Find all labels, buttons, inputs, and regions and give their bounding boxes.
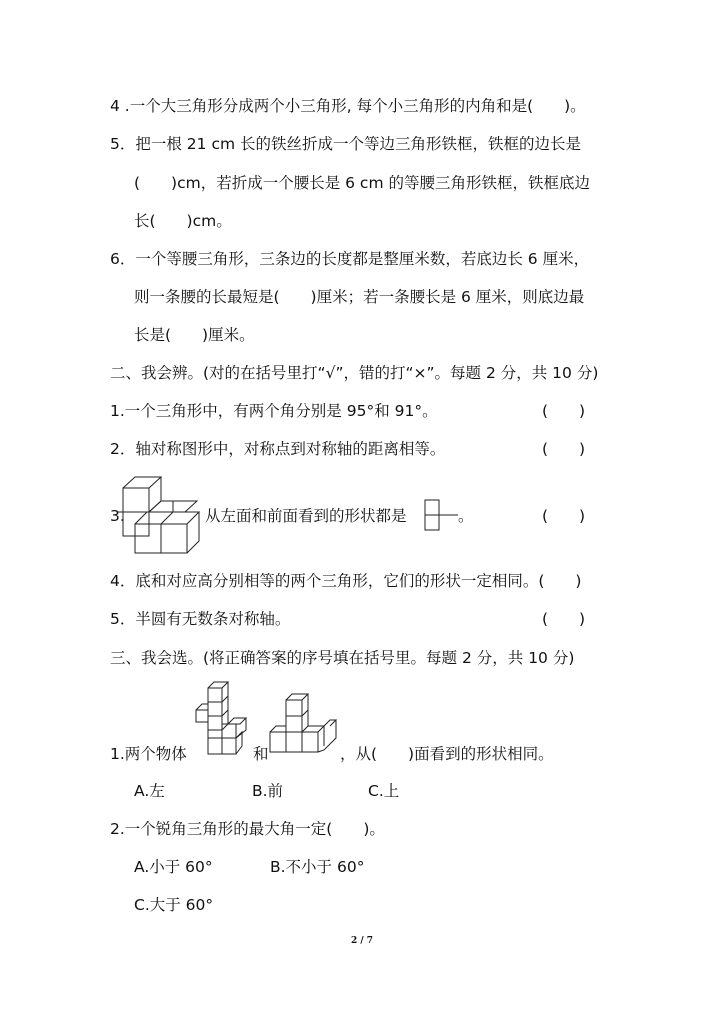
judge-5: 5．半圆有无数条对称轴。 (110, 610, 291, 628)
choice-1-option-b[interactable]: B.前 (252, 782, 284, 800)
choice-1-text-a: 1.两个物体 (110, 745, 187, 763)
judge-2-answer-blank[interactable]: ( ) (542, 440, 586, 458)
choice-2: 2.一个锐角三角形的最大角一定( )。 (110, 820, 385, 838)
choice-1-text-c: ，从( )面看到的形状相同。 (340, 745, 554, 763)
judge-5-answer-blank[interactable]: ( ) (542, 610, 586, 628)
choice-2-option-c[interactable]: C.大于 60° (134, 896, 214, 914)
view-shape-figure (422, 496, 462, 532)
section-2-title: 二、我会辨。(对的在括号里打“√”，错的打“×”。每题 2 分，共 10 分) (110, 364, 599, 382)
cube-object-1-figure (188, 680, 254, 760)
choice-1-text-b: 和 (253, 745, 269, 763)
choice-2-option-a[interactable]: A.小于 60° (134, 858, 213, 876)
choice-2-option-b[interactable]: B.不小于 60° (270, 858, 365, 876)
question-6-line-3: 长是( )厘米。 (134, 326, 255, 344)
section-3-title: 三、我会选。(将正确答案的序号填在括号里。每题 2 分，共 10 分) (110, 649, 575, 667)
question-5-line-1: 5．把一根 21 cm 长的铁丝折成一个等边三角形铁框，铁框的边长是 (110, 135, 581, 153)
judge-1: 1.一个三角形中，有两个角分别是 95°和 91°。 (110, 402, 438, 420)
cube-stack-figure (118, 474, 208, 556)
judge-3-number: 3. (110, 507, 125, 525)
cube-object-2-figure (268, 692, 338, 758)
choice-1-option-a[interactable]: A.左 (134, 782, 165, 800)
question-5-line-2: ( )cm，若折成一个腰长是 6 cm 的等腰三角形铁框，铁框底边 (134, 174, 590, 192)
judge-4: 4．底和对应高分别相等的两个三角形，它们的形状一定相同。( ) (110, 572, 582, 590)
judge-3-text: 从左面和前面看到的形状都是 (205, 507, 407, 525)
judge-3-period: 。 (458, 507, 474, 525)
judge-3-answer-blank[interactable]: ( ) (542, 507, 586, 525)
question-5-line-3: 长( )cm。 (134, 212, 232, 230)
question-6-line-1: 6．一个等腰三角形，三条边的长度都是整厘米数，若底边长 6 厘米， (110, 250, 590, 268)
choice-1-option-c[interactable]: C.上 (368, 782, 400, 800)
judge-2: 2．轴对称图形中，对称点到对称轴的距离相等。 (110, 440, 446, 458)
page-number: 2 / 7 (350, 936, 374, 946)
question-6-line-2: 则一条腰的长最短是( )厘米；若一条腰长是 6 厘米，则底边最 (134, 288, 585, 306)
judge-1-answer-blank[interactable]: ( ) (542, 402, 586, 420)
question-4: 4 .一个大三角形分成两个小三角形, 每个小三角形的内角和是( )。 (110, 97, 586, 115)
